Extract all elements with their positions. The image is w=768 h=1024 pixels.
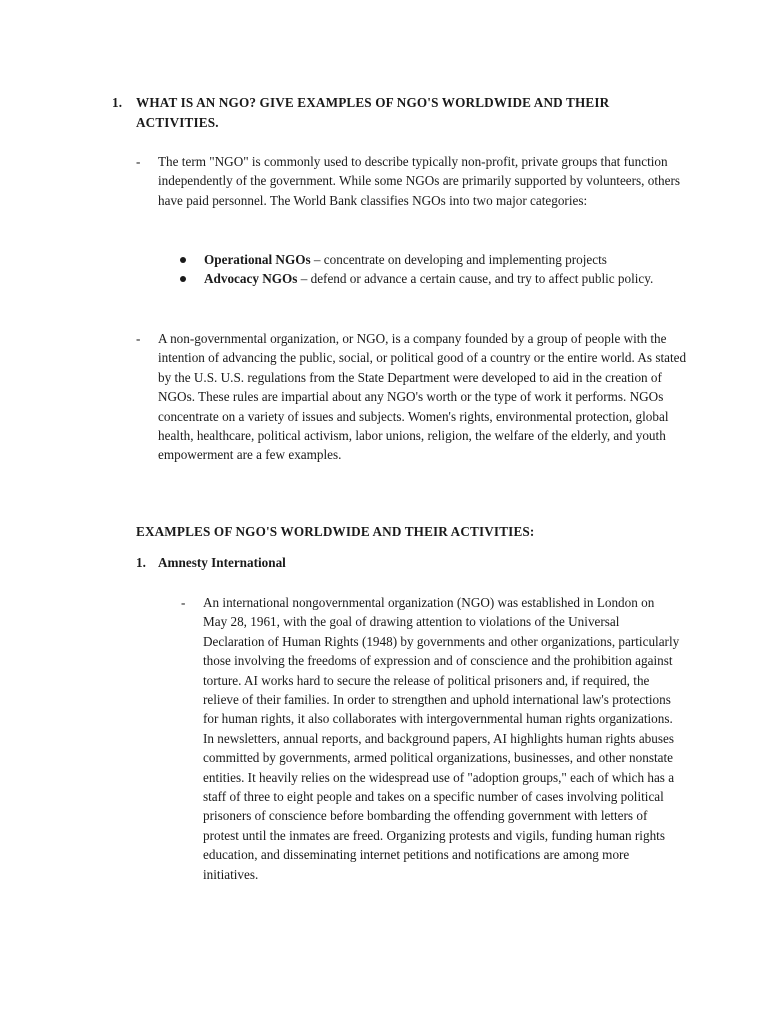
dash-marker: - bbox=[136, 331, 141, 346]
explanation-text: A non-governmental organization, or NGO, is a company founded by a group of people with the intention of advancing the public, social, or political good of a country or the entire world. As stated by the U.S. U.S. regulations from the State Department were developed to aid in the creation of NGOs. These rules are impartial about any NGO's worth or the type of work it performs. NGOs concentrate on a variety of issues and subjects. Women's rights, environmental protection, global health, healthcare, political activism, labor unions, religion, the welfare of the elderly, and youth empowerment are a few examples. bbox=[158, 331, 687, 463]
question-heading bbox=[112, 93, 692, 132]
category-description: – defend or advance a certain cause, and try to affect public policy. bbox=[297, 271, 654, 287]
example-text: An international nongovernmental organization (NGO) was established in London on May 28, 1961, with the goal of drawing attention to violations of the Universal Declaration of Human Rights (1948) by governments and other organizations, particularly those involving the freedoms of expression and of conscience and the prohibition against torture. AI works hard to secure the release of political prisoners and, if required, the relieve of their families. In order to strengthen and uphold international law's protections for human rights, it also collaborates with intergovernmental human rights organizations. In newsletters, annual reports, and background papers, AI highlights human rights abuses committed by governments, armed political organizations, businesses, and other nonstate entities. It heavily relies on the widespread use of "adoption groups," each of which has a staff of three to eight people and takes on a specific number of cases involving political prisoners of conscience before bombarding the offending government with letters of protest until the inmates are freed. Organizing protests and vigils, funding human rights education, and disseminating internet petitions and notifications are among more initiatives. bbox=[203, 595, 680, 882]
list-item bbox=[180, 250, 688, 269]
category-description: – concentrate on developing and implementing projects bbox=[310, 252, 607, 267]
question-title: WHAT IS AN NGO? GIVE EXAMPLES OF NGO'S WORLDWIDE AND THEIR ACTIVITIES. bbox=[136, 95, 610, 130]
bullet-icon bbox=[180, 276, 186, 282]
bullet-icon bbox=[180, 257, 186, 263]
examples-heading: EXAMPLES OF NGO'S WORLDWIDE AND THEIR ACTIVITIES: bbox=[136, 524, 535, 539]
example-heading bbox=[136, 553, 286, 572]
example-paragraph bbox=[181, 593, 681, 884]
category-term: Operational NGOs bbox=[204, 252, 311, 267]
dash-marker: - bbox=[136, 154, 141, 169]
example-number: 1. bbox=[136, 555, 146, 570]
ngo-category-list bbox=[180, 250, 688, 289]
dash-marker: - bbox=[181, 595, 186, 610]
category-term: Advocacy NGOs bbox=[204, 271, 298, 287]
example-name: Amnesty International bbox=[158, 555, 286, 570]
list-item bbox=[180, 269, 688, 288]
definition-paragraph bbox=[136, 152, 688, 210]
definition-text: The term "NGO" is commonly used to describe typically non-profit, private groups that function independently of the government. While some NGOs are primarily supported by volunteers, others have paid personnel. The World Bank classifies NGOs into two major categories: bbox=[158, 154, 681, 208]
explanation-paragraph bbox=[136, 329, 688, 465]
question-number: 1. bbox=[112, 95, 123, 110]
